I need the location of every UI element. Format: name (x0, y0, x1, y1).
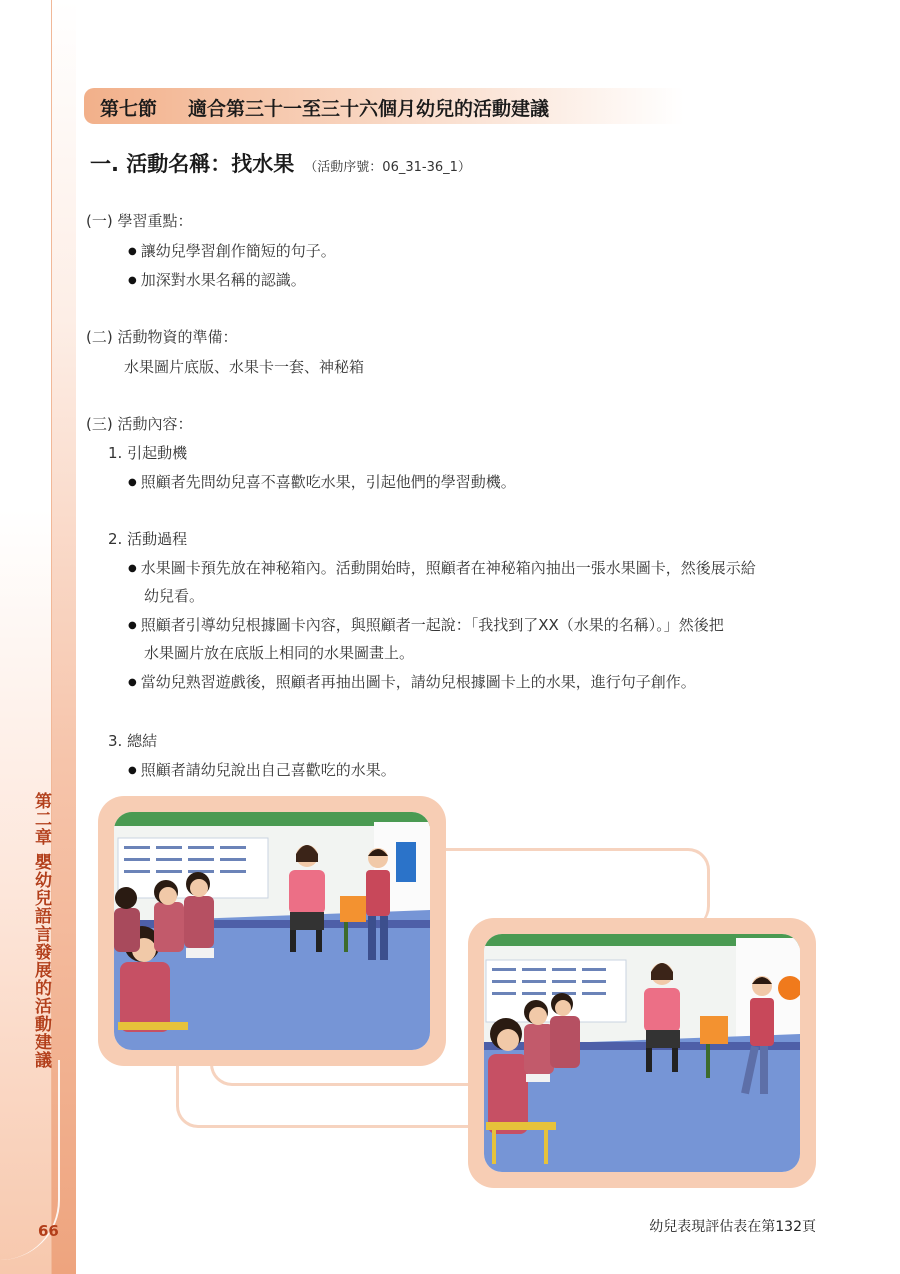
section-header (84, 88, 684, 124)
step2-item-2: ● 照顧者引導幼兒根據圖卡內容，與照顧者一起說：「我找到了XX（水果的名稱）。」然後把 (128, 614, 724, 635)
photo-frame-2 (468, 918, 816, 1188)
step2-title: 2. 活動過程 (108, 530, 188, 548)
photo-frame-1 (98, 796, 446, 1066)
learning-item: ● 讓幼兒學習創作簡短的句子。 (128, 240, 336, 261)
learning-item: ● 加深對水果名稱的認識。 (128, 269, 306, 290)
step2-item-2-cont: 水果圖片放在底版上相同的水果圖畫上。 (144, 644, 415, 662)
step2-item-1: ● 水果圖卡預先放在神秘箱內。活動開始時，照顧者在神秘箱內抽出一張水果圖卡，然後展示給 (128, 557, 756, 578)
assessment-footnote: 幼兒表現評估表在第132頁 (649, 1219, 816, 1235)
classroom-photo-2-image (484, 934, 800, 1172)
materials-heading: (二) 活動物資的準備： (86, 328, 238, 346)
page-number: 66 (38, 1222, 59, 1240)
section-number: 第七節 (100, 98, 158, 120)
classroom-photo-2 (484, 934, 800, 1172)
learning-heading: (一) 學習重點： (86, 212, 193, 230)
activity-title: 一. 活動名稱：找水果 (90, 152, 295, 176)
step3-title: 3. 總結 (108, 732, 158, 750)
content-heading: (三) 活動內容： (86, 415, 193, 433)
step2-item-3: ● 當幼兒熟習遊戲後，照顧者再抽出圖卡，請幼兒根據圖卡上的水果，進行句子創作。 (128, 671, 696, 692)
side-band (0, 0, 76, 1274)
activity-heading (90, 148, 471, 178)
classroom-photo-1 (114, 812, 430, 1050)
chapter-label: 第二章 嬰幼兒語言發展的活動建議 (31, 792, 51, 1069)
classroom-photo-1-image (114, 812, 430, 1050)
step2-item-1-cont: 幼兒看。 (144, 587, 205, 605)
step1-item: ● 照顧者先問幼兒喜不喜歡吃水果，引起他們的學習動機。 (128, 471, 516, 492)
materials-text: 水果圖片底版、水果卡一套、神秘箱 (124, 358, 365, 376)
step3-item: ● 照顧者請幼兒說出自己喜歡吃的水果。 (128, 759, 396, 780)
section-title: 適合第三十一至三十六個月幼兒的活動建議 (188, 98, 550, 120)
activity-serial: （活動序號：06_31-36_1） (304, 160, 471, 175)
step1-title: 1. 引起動機 (108, 444, 188, 462)
